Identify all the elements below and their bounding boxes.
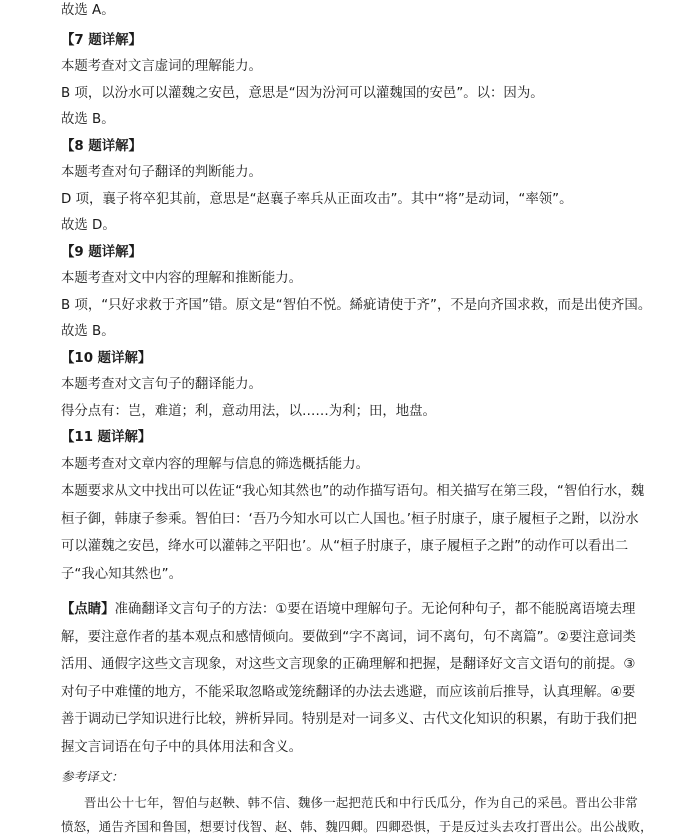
text-line: 故选 A。 [61,3,115,18]
section-heading-q8: 【8 题详解】 [61,139,142,154]
text-line: 本题考查对文言句子的翻译能力。 [61,377,262,392]
text-line: 故选 B。 [61,112,115,127]
text-line: B 项，以汾水可以灌魏之安邑，意思是“因为汾河可以灌魏国的安邑”。以：因为。 [61,86,544,101]
q11-paragraph: 本题要求从文中找出可以佐证“我心知其然也”的动作描写语句。相关描写在第三段，“智伯行水，魏桓子御，韩康子参乘。智伯曰：‘吾乃今知水可以亡人国也。’桓子肘康子，康子履桓子之跗，以汾水可以灌魏之安邑，绛水可以灌韩之平阳也’。从“桓子肘康子，康子履桓子之跗”的动作可以看出二子“我心知其然也”。 [61,484,645,582]
tip-text: 准确翻译文言句子的方法：①要在语境中理解句子。无论何种句子，都不能脱离语境去理解，要注意作者的基本观点和感情倾向。要做到“字不离词，词不离句，句不离篇”。②要注意词类活用、通假字这些文言现象，对这些文言现象的正确理解和把握，是翻译好文言文语句的前提。③对句子中难懂的地方，不能采取忽略或笼统翻译的办法去逃避，而应该前后推导，认真理解。④要善于调动已学知识进行比较，辨析异同。特别是对一词多义、古代文化知识的积累，有助于我们把握文言词语在句子中的具体用法和含义。 [61,602,637,755]
section-heading-q7: 【7 题详解】 [61,33,142,48]
section-heading-q9: 【9 题详解】 [61,245,142,260]
text-line: D 项，襄子将卒犯其前，意思是“赵襄子率兵从正面攻击”。其中“将”是动词，“率领”。 [61,192,573,207]
text-line: B 项，“只好求救于齐国”错。原文是“智伯不悦。絺疵请使于齐”，不是向齐国求救，而是出使齐国。 [61,298,652,313]
tip-paragraph [61,596,648,761]
reference-line: 愤怒，通告齐国和鲁国，想要讨伐智、赵、韩、魏四卿。四卿恐惧，于是反过头去攻打晋出公。出公战败， [61,819,653,834]
section-heading-q10: 【10 题详解】 [61,351,152,366]
tip-label: 【点睛】 [61,602,115,617]
text-line: 故选 B。 [61,324,115,339]
reference-line: 晋出公十七年，智伯与赵鞅、韩不信、魏侈一起把范氏和中行氏瓜分，作为自己的采邑。晋出公非常 [84,795,638,810]
section-heading-q11: 【11 题详解】 [61,430,152,445]
text-line: 得分点有：岂，难道；利，意动用法，以……为利；田，地盘。 [61,404,436,419]
text-line: 本题考查对句子翻译的判断能力。 [61,165,262,180]
reference-title: 参考译文： [61,769,124,784]
text-line: 本题考查对文章内容的理解与信息的筛选概括能力。 [61,457,369,472]
text-line: 本题考查对文中内容的理解和推断能力。 [61,271,303,286]
text-line: 故选 D。 [61,218,116,233]
text-line: 本题考查对文言虚词的理解能力。 [61,59,262,74]
